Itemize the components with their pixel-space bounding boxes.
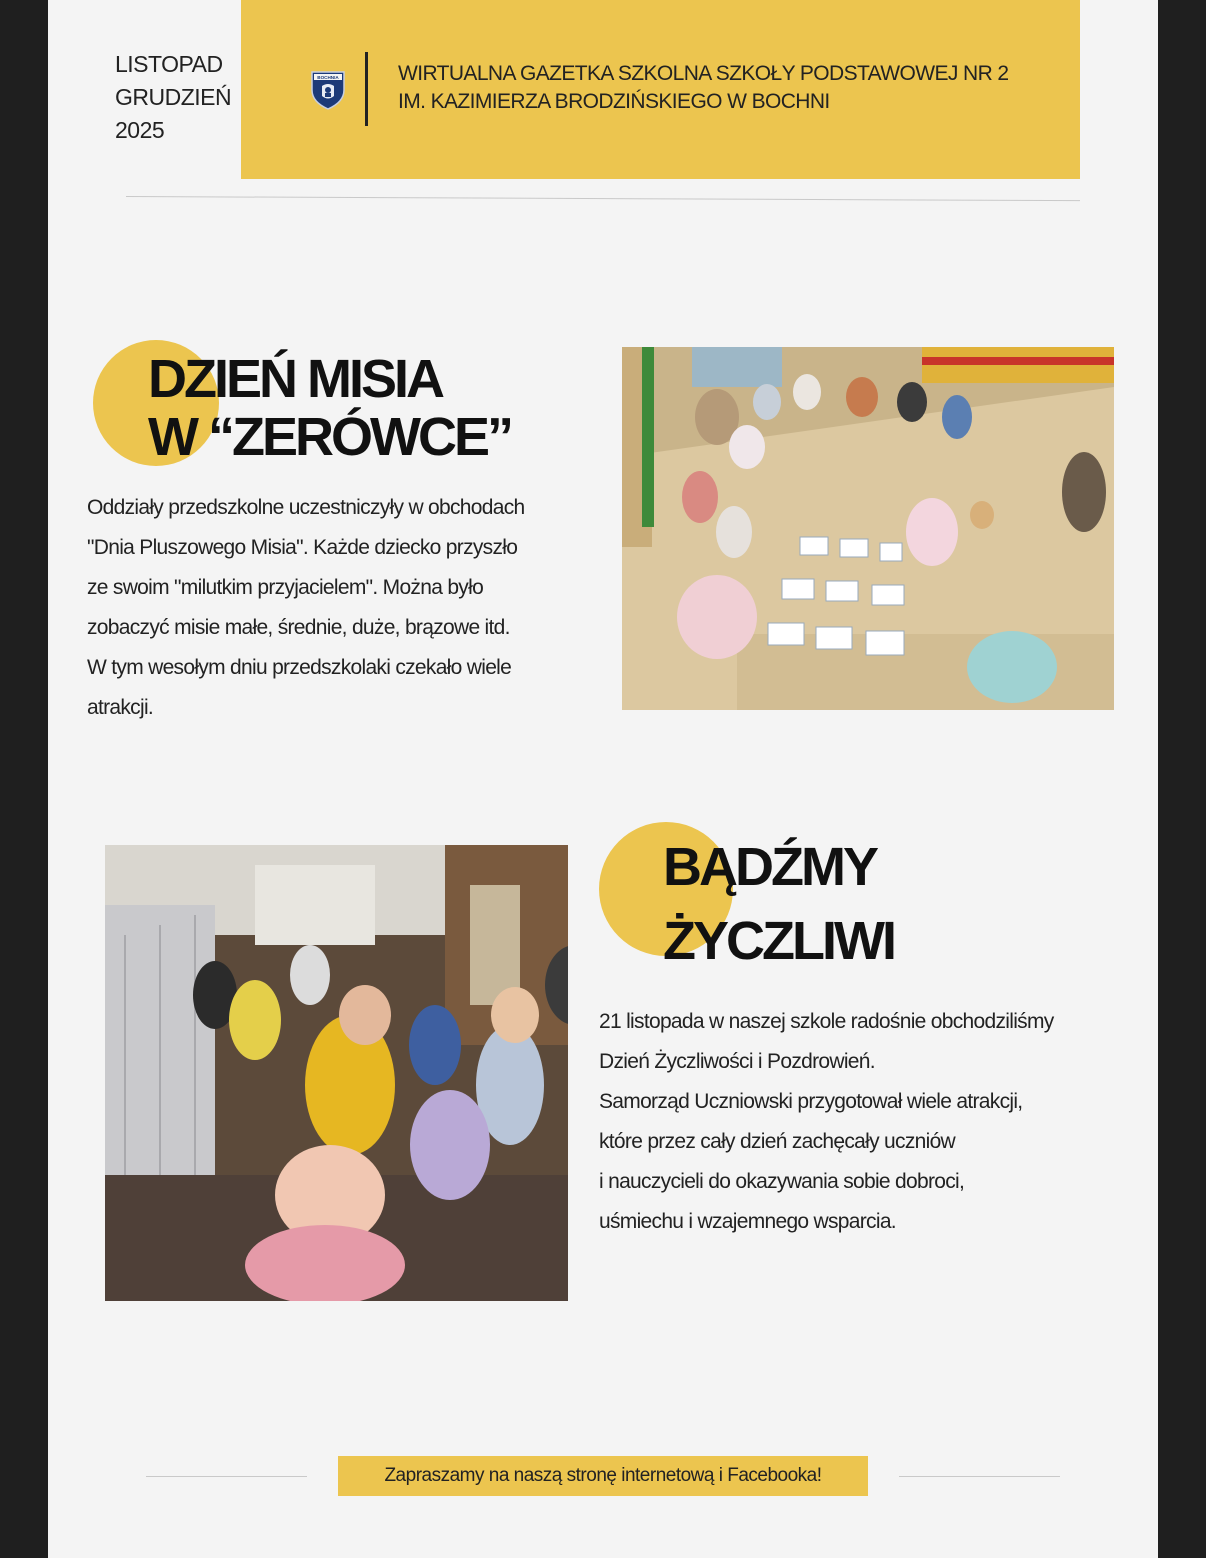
article1-body-line: Oddziały przedszkolne uczestniczyły w obchodach	[87, 496, 525, 519]
article1-body	[87, 488, 525, 728]
newsletter-page	[48, 0, 1158, 1558]
footer-rule-left	[146, 1476, 307, 1477]
newsletter-title-line-1: WIRTUALNA GAZETKA SZKOLNA SZKOŁY PODSTAWOWEJ NR 2	[398, 62, 1009, 85]
article2-body-line: i nauczycieli do okazywania sobie dobroci,	[599, 1170, 965, 1193]
header-divider	[365, 52, 368, 126]
newsletter-title-line-2: IM. KAZIMIERZA BRODZIŃSKIEGO W BOCHNI	[398, 90, 830, 113]
article1-body-line: zobaczyć misie małe, średnie, duże, brązowe itd.	[87, 616, 510, 639]
article2-body-line: Dzień Życzliwości i Pozdrowień.	[599, 1050, 875, 1073]
article2-headline	[663, 830, 894, 978]
article2-body	[599, 1002, 1054, 1242]
school-crest-icon	[309, 68, 347, 110]
issue-year: 2025	[115, 117, 165, 143]
header-band	[241, 0, 1080, 179]
article2-body-line: uśmiechu i wzajemnego wsparcia.	[599, 1210, 896, 1233]
article1-body-line: W tym wesołym dniu przedszkolaki czekało wiele	[87, 656, 512, 679]
article1-body-line: "Dnia Pluszowego Misia". Każde dziecko przyszło	[87, 536, 518, 559]
article2-photo	[105, 845, 568, 1301]
article1-body-line: atrakcji.	[87, 696, 154, 719]
footer-rule-right	[899, 1476, 1060, 1477]
article1-body-line: ze swoim "milutkim przyjacielem". Można było	[87, 576, 484, 599]
crest-label: BOCHNIA	[317, 75, 339, 80]
issue-month-2: GRUDZIEŃ	[115, 84, 232, 110]
article1-headline	[148, 350, 511, 466]
article2-body-line: Samorząd Uczniowski przygotował wiele atrakcji,	[599, 1090, 1023, 1113]
article1-headline-line-2: W “ZERÓWCE”	[148, 407, 511, 467]
issue-month-1: LISTOPAD	[115, 51, 223, 77]
article1-photo	[622, 347, 1114, 710]
article2-body-line: 21 listopada w naszej szkole radośnie obchodziliśmy	[599, 1010, 1054, 1033]
footer-cta-link[interactable]: Zapraszamy na naszą stronę internetową i Facebooka!	[338, 1456, 868, 1496]
article2-headline-line-2: ŻYCZLIWI	[663, 911, 894, 971]
header-rule	[126, 196, 1080, 201]
newsletter-title	[398, 60, 1038, 116]
issue-date	[115, 48, 231, 147]
article1-headline-line-1: DZIEŃ MISIA	[148, 349, 443, 409]
article2-body-line: które przez cały dzień zachęcały uczniów	[599, 1130, 956, 1153]
article2-headline-line-1: BĄDŹMY	[663, 837, 876, 897]
